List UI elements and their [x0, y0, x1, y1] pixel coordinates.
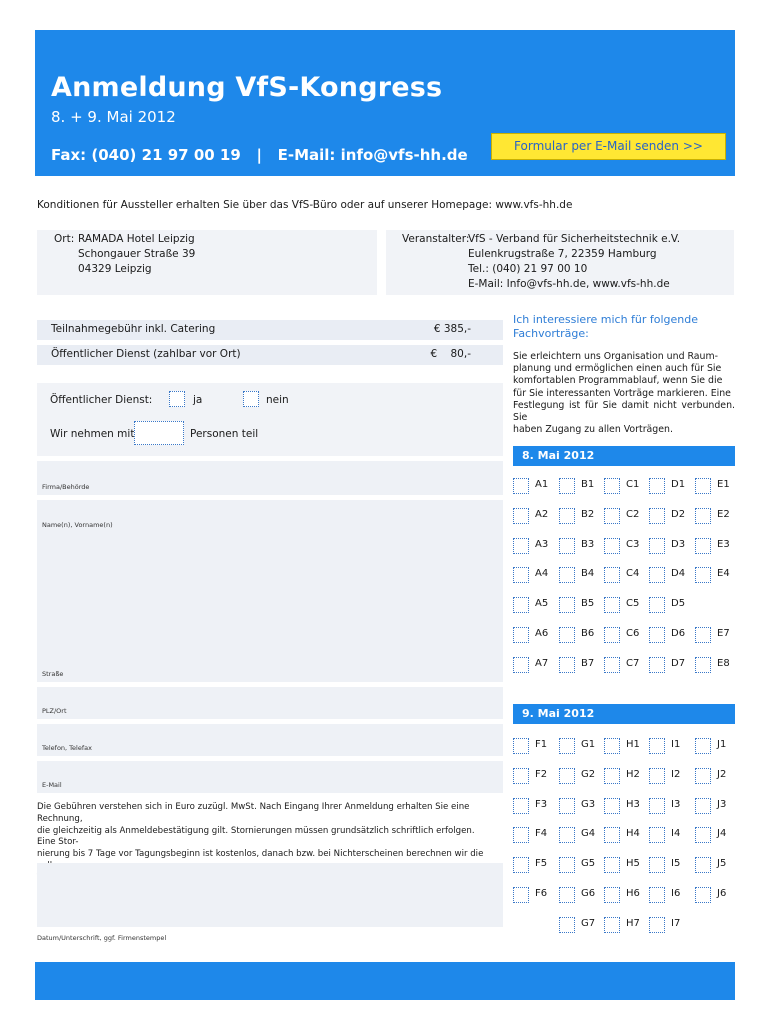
session-option[interactable] — [604, 917, 648, 935]
day1-title: 8. Mai 2012 — [522, 449, 595, 462]
session-checkbox[interactable] — [513, 827, 529, 843]
session-checkbox[interactable] — [604, 887, 620, 903]
interest-heading-line: Ich interessiere mich für folgende — [513, 313, 699, 326]
session-option[interactable] — [649, 627, 693, 645]
session-option[interactable] — [559, 567, 603, 585]
fee-label: Teilnahmegebühr inkl. Catering — [51, 323, 216, 335]
venue-line: 04329 Leipzig — [78, 263, 152, 275]
session-checkbox[interactable] — [695, 768, 711, 784]
session-checkbox[interactable] — [604, 508, 620, 524]
session-label: A4 — [535, 568, 549, 579]
session-checkbox[interactable] — [604, 567, 620, 583]
session-checkbox[interactable] — [559, 657, 575, 673]
session-checkbox[interactable] — [513, 538, 529, 554]
session-checkbox[interactable] — [513, 567, 529, 583]
session-label: D6 — [671, 628, 686, 639]
session-option[interactable] — [649, 917, 693, 935]
footer-banner — [35, 962, 735, 1000]
session-checkbox[interactable] — [695, 738, 711, 754]
day2-header — [513, 704, 735, 724]
session-option[interactable] — [695, 567, 739, 585]
interest-text-line: für Sie interessanten Vorträge markieren. Eine — [513, 387, 731, 399]
session-option[interactable] — [604, 567, 648, 585]
session-checkbox[interactable] — [513, 627, 529, 643]
session-label: A6 — [535, 628, 549, 639]
session-option[interactable] — [649, 538, 693, 556]
session-checkbox[interactable] — [649, 917, 665, 933]
session-label: I4 — [671, 828, 681, 839]
session-label: C5 — [626, 598, 640, 609]
session-option[interactable] — [559, 857, 603, 875]
session-label: D2 — [671, 509, 686, 520]
session-label: J4 — [717, 828, 727, 839]
session-label: B3 — [581, 539, 595, 550]
session-checkbox[interactable] — [695, 887, 711, 903]
session-option[interactable] — [513, 567, 557, 585]
session-checkbox[interactable] — [695, 508, 711, 524]
session-label: E1 — [717, 479, 730, 490]
session-label: E3 — [717, 539, 730, 550]
session-label: D4 — [671, 568, 686, 579]
session-label: C4 — [626, 568, 640, 579]
session-option[interactable] — [695, 738, 739, 756]
organizer-line: E-Mail: Info@vfs-hh.de, www.vfs-hh.de — [468, 278, 670, 290]
terms-line: die gleichzeitig als Anmeldebestätigung gilt. Stornierungen müssen grundsätzlich schriftlich erfolgen. Eine Stor- — [37, 825, 475, 848]
session-checkbox[interactable] — [559, 738, 575, 754]
session-option[interactable] — [695, 887, 739, 905]
session-checkbox[interactable] — [649, 627, 665, 643]
session-label: I2 — [671, 769, 681, 780]
session-checkbox[interactable] — [559, 478, 575, 494]
session-option[interactable] — [559, 597, 603, 615]
session-checkbox[interactable] — [604, 798, 620, 814]
session-option[interactable] — [649, 478, 693, 496]
session-label: A1 — [535, 479, 549, 490]
organizer-label: Veranstalter: — [402, 233, 470, 245]
session-checkbox[interactable] — [604, 538, 620, 554]
session-checkbox[interactable] — [559, 567, 575, 583]
session-option[interactable] — [604, 768, 648, 786]
session-option[interactable] — [604, 627, 648, 645]
session-checkbox[interactable] — [604, 827, 620, 843]
send-email-button[interactable]: Formular per E-Mail senden >> — [491, 133, 726, 160]
session-label: F6 — [535, 888, 548, 899]
session-checkbox[interactable] — [604, 657, 620, 673]
session-option[interactable] — [649, 827, 693, 845]
contact-line: Fax: (040) 21 97 00 19 | E-Mail: info@vfs-hh.de — [51, 146, 468, 164]
session-option[interactable] — [513, 657, 557, 675]
session-label: B5 — [581, 598, 595, 609]
participants-prefix: Wir nehmen mit — [50, 428, 135, 440]
street-field-label: Straße — [42, 670, 64, 678]
session-label: B6 — [581, 628, 595, 639]
session-option[interactable] — [559, 508, 603, 526]
names-field-label: Name(n), Vorname(n) — [42, 521, 113, 529]
session-label: A2 — [535, 509, 549, 520]
session-label: D7 — [671, 658, 686, 669]
session-checkbox[interactable] — [695, 857, 711, 873]
session-label: I1 — [671, 739, 681, 750]
fee-value: € 385,- — [433, 323, 471, 335]
session-option[interactable] — [513, 887, 557, 905]
organizer-line: Eulenkrugstraße 7, 22359 Hamburg — [468, 248, 657, 260]
session-option[interactable] — [695, 627, 739, 645]
session-option[interactable] — [559, 798, 603, 816]
interest-heading — [513, 313, 733, 341]
session-option[interactable] — [513, 478, 557, 496]
session-checkbox[interactable] — [559, 827, 575, 843]
session-option[interactable] — [695, 798, 739, 816]
session-label: I6 — [671, 888, 681, 899]
session-option[interactable] — [604, 738, 648, 756]
session-label: F3 — [535, 799, 548, 810]
terms-line: Die Gebühren verstehen sich in Euro zuzügl. MwSt. Nach Eingang Ihrer Anmeldung erhalten Sie eine Rechnung, — [37, 802, 470, 824]
session-label: I7 — [671, 918, 681, 929]
session-label: J1 — [717, 739, 727, 750]
session-checkbox[interactable] — [695, 478, 711, 494]
session-checkbox[interactable] — [513, 597, 529, 613]
venue-line: RAMADA Hotel Leipzig — [78, 233, 195, 245]
session-label: J6 — [717, 888, 727, 899]
session-label: I3 — [671, 799, 681, 810]
session-checkbox[interactable] — [604, 597, 620, 613]
session-option[interactable] — [513, 538, 557, 556]
session-checkbox[interactable] — [695, 798, 711, 814]
session-label: C7 — [626, 658, 640, 669]
session-checkbox[interactable] — [604, 627, 620, 643]
session-checkbox[interactable] — [513, 657, 529, 673]
session-label: A3 — [535, 539, 549, 550]
company-field[interactable] — [37, 461, 503, 495]
session-label: H1 — [626, 739, 640, 750]
interest-text-line: Festlegung ist für Sie damit nicht verbunden. Sie — [513, 399, 735, 424]
session-option[interactable] — [513, 627, 557, 645]
session-checkbox[interactable] — [649, 827, 665, 843]
fee-value: € 80,- — [430, 348, 471, 360]
public-service-label: Öffentlicher Dienst: — [50, 394, 153, 406]
session-checkbox[interactable] — [604, 857, 620, 873]
fee-label: Öffentlicher Dienst (zahlbar vor Ort) — [51, 348, 241, 360]
session-checkbox[interactable] — [513, 857, 529, 873]
session-label: J2 — [717, 769, 727, 780]
fee-row-catering — [37, 320, 503, 340]
session-checkbox[interactable] — [695, 567, 711, 583]
session-checkbox[interactable] — [649, 887, 665, 903]
session-checkbox[interactable] — [695, 627, 711, 643]
session-option[interactable] — [604, 538, 648, 556]
session-checkbox[interactable] — [649, 738, 665, 754]
session-checkbox[interactable] — [559, 538, 575, 554]
session-option[interactable] — [604, 508, 648, 526]
email-field-label: E-Mail — [42, 781, 62, 789]
session-option[interactable] — [649, 738, 693, 756]
session-checkbox[interactable] — [695, 538, 711, 554]
session-label: E8 — [717, 658, 730, 669]
venue-box — [37, 230, 377, 295]
session-label: B2 — [581, 509, 595, 520]
session-option[interactable] — [649, 857, 693, 875]
session-option[interactable] — [649, 768, 693, 786]
session-label: C3 — [626, 539, 640, 550]
session-option[interactable] — [695, 768, 739, 786]
session-checkbox[interactable] — [649, 567, 665, 583]
session-checkbox[interactable] — [513, 887, 529, 903]
session-checkbox[interactable] — [559, 627, 575, 643]
session-checkbox[interactable] — [513, 478, 529, 494]
page-title: Anmeldung VfS-Kongress — [51, 72, 443, 103]
session-label: G3 — [581, 799, 596, 810]
session-checkbox[interactable] — [513, 508, 529, 524]
session-option[interactable] — [559, 657, 603, 675]
interest-text-line: planung und ermöglichen einen auch für Sie — [513, 363, 722, 375]
session-checkbox[interactable] — [649, 478, 665, 494]
session-label: H3 — [626, 799, 640, 810]
day2-title: 9. Mai 2012 — [522, 707, 595, 720]
session-label: F4 — [535, 828, 548, 839]
interest-text-line: komfortablen Programmablauf, wenn Sie die — [513, 375, 723, 387]
public-service-no-checkbox[interactable] — [243, 391, 259, 407]
session-option[interactable] — [513, 827, 557, 845]
session-label: G7 — [581, 918, 596, 929]
fee-row-public-service — [37, 345, 503, 365]
terms-line: nierung bis 7 Tage vor Tagungsbeginn ist kostenlos, danach bzw. bei Nichterscheinen berechnen wir die — [37, 849, 484, 860]
session-label: B4 — [581, 568, 595, 579]
session-option[interactable] — [604, 478, 648, 496]
session-option[interactable] — [513, 798, 557, 816]
venue-label: Ort: — [54, 233, 75, 245]
session-checkbox[interactable] — [649, 768, 665, 784]
session-option[interactable] — [695, 508, 739, 526]
names-field[interactable] — [37, 500, 503, 682]
venue-line: Schongauer Straße 39 — [78, 248, 196, 260]
session-label: H2 — [626, 769, 640, 780]
organizer-line: VfS - Verband für Sicherheitstechnik e.V. — [468, 233, 681, 245]
session-option[interactable] — [649, 597, 693, 615]
session-checkbox[interactable] — [513, 738, 529, 754]
signature-label: Datum/Unterschrift, ggf. Firmenstempel — [37, 934, 167, 942]
session-label: F1 — [535, 739, 548, 750]
session-option[interactable] — [559, 887, 603, 905]
interest-description — [513, 351, 735, 436]
session-option[interactable] — [649, 887, 693, 905]
session-option[interactable] — [513, 508, 557, 526]
session-label: D3 — [671, 539, 686, 550]
session-option[interactable] — [649, 798, 693, 816]
session-label: A5 — [535, 598, 549, 609]
day1-sessions — [513, 478, 735, 688]
session-option[interactable] — [559, 917, 603, 935]
session-option[interactable] — [604, 657, 648, 675]
participants-suffix: Personen teil — [190, 428, 259, 440]
session-checkbox[interactable] — [513, 768, 529, 784]
session-option[interactable] — [604, 597, 648, 615]
session-option[interactable] — [695, 657, 739, 675]
session-label: G2 — [581, 769, 596, 780]
interest-text-line: Sie erleichtern uns Organisation und Raum- — [513, 351, 719, 362]
session-label: E7 — [717, 628, 730, 639]
session-option[interactable] — [559, 738, 603, 756]
interest-text-line: haben Zugang zu allen Vorträgen. — [513, 424, 673, 436]
session-label: J3 — [717, 799, 727, 810]
session-label: H6 — [626, 888, 640, 899]
phone-field[interactable] — [37, 724, 503, 756]
session-label: F2 — [535, 769, 548, 780]
exhibitor-conditions: Konditionen für Aussteller erhalten Sie über das VfS-Büro oder auf unserer Homepage: www.vfs-hh.de — [37, 199, 573, 211]
session-checkbox[interactable] — [649, 798, 665, 814]
session-label: J5 — [717, 858, 727, 869]
session-label: E4 — [717, 568, 730, 579]
session-label: C2 — [626, 509, 640, 520]
company-field-label: Firma/Behörde — [42, 483, 90, 491]
session-checkbox[interactable] — [559, 887, 575, 903]
session-label: H7 — [626, 918, 640, 929]
session-checkbox[interactable] — [559, 857, 575, 873]
session-option[interactable] — [604, 857, 648, 875]
session-label: C6 — [626, 628, 640, 639]
session-label: G1 — [581, 739, 596, 750]
session-checkbox[interactable] — [649, 538, 665, 554]
session-label: G5 — [581, 858, 596, 869]
session-checkbox[interactable] — [649, 597, 665, 613]
session-checkbox[interactable] — [559, 917, 575, 933]
session-option[interactable] — [695, 478, 739, 496]
session-checkbox[interactable] — [695, 657, 711, 673]
session-label: H5 — [626, 858, 640, 869]
day2-sessions — [513, 738, 735, 948]
session-checkbox[interactable] — [649, 857, 665, 873]
session-option[interactable] — [649, 657, 693, 675]
options-box — [37, 383, 503, 456]
session-label: F5 — [535, 858, 548, 869]
session-label: I5 — [671, 858, 681, 869]
session-checkbox[interactable] — [604, 917, 620, 933]
session-option[interactable] — [513, 738, 557, 756]
session-label: G6 — [581, 888, 596, 899]
zip-city-field-label: PLZ/Ort — [42, 707, 67, 715]
session-checkbox[interactable] — [649, 508, 665, 524]
session-checkbox[interactable] — [604, 478, 620, 494]
session-checkbox[interactable] — [559, 597, 575, 613]
signature-field[interactable] — [37, 863, 503, 927]
session-option[interactable] — [559, 827, 603, 845]
session-label: D5 — [671, 598, 686, 609]
session-label: D1 — [671, 479, 686, 490]
session-label: E2 — [717, 509, 730, 520]
session-option[interactable] — [604, 827, 648, 845]
session-label: B7 — [581, 658, 595, 669]
session-option[interactable] — [604, 887, 648, 905]
session-option[interactable] — [513, 857, 557, 875]
session-option[interactable] — [695, 857, 739, 875]
session-option[interactable] — [513, 768, 557, 786]
session-checkbox[interactable] — [513, 798, 529, 814]
session-option[interactable] — [559, 538, 603, 556]
session-option[interactable] — [695, 538, 739, 556]
public-service-no-label: nein — [266, 394, 289, 406]
email-field[interactable] — [37, 761, 503, 793]
public-service-yes-label: ja — [193, 394, 203, 406]
public-service-yes-checkbox[interactable] — [169, 391, 185, 407]
session-option[interactable] — [649, 567, 693, 585]
session-option[interactable] — [649, 508, 693, 526]
session-option[interactable] — [559, 768, 603, 786]
participants-count-input[interactable] — [134, 421, 184, 445]
event-date: 8. + 9. Mai 2012 — [51, 108, 176, 126]
session-checkbox[interactable] — [559, 768, 575, 784]
session-label: B1 — [581, 479, 595, 490]
session-checkbox[interactable] — [559, 508, 575, 524]
session-option[interactable] — [695, 827, 739, 845]
session-option[interactable] — [513, 597, 557, 615]
session-checkbox[interactable] — [559, 798, 575, 814]
organizer-box — [386, 230, 734, 295]
organizer-line: Tel.: (040) 21 97 00 10 — [468, 263, 588, 275]
phone-field-label: Telefon, Telefax — [42, 744, 92, 752]
session-label: H4 — [626, 828, 640, 839]
session-checkbox[interactable] — [604, 768, 620, 784]
session-checkbox[interactable] — [695, 827, 711, 843]
session-label: G4 — [581, 828, 596, 839]
session-label: A7 — [535, 658, 549, 669]
session-option[interactable] — [559, 478, 603, 496]
session-label: C1 — [626, 479, 640, 490]
session-option[interactable] — [604, 798, 648, 816]
session-checkbox[interactable] — [649, 657, 665, 673]
session-option[interactable] — [559, 627, 603, 645]
zip-city-field[interactable] — [37, 687, 503, 719]
session-checkbox[interactable] — [604, 738, 620, 754]
day1-header — [513, 446, 735, 466]
interest-heading-line: Fachvorträge: — [513, 327, 589, 340]
